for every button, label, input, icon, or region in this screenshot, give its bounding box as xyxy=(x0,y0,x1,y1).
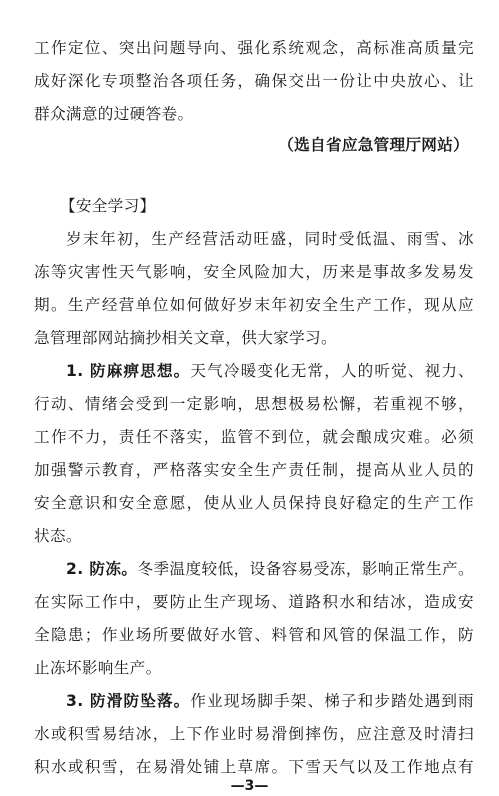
page-number: —3— xyxy=(230,778,269,794)
item1-line: 安全意识和安全意愿，使从业人员保持良好稳定的生产工作 xyxy=(34,494,474,512)
item1-line: 状态。 xyxy=(34,527,82,545)
item1-title: 1. 防麻痹思想。 xyxy=(66,362,191,380)
body-line: 成好深化专项整治各项任务，确保交出一份让中央放心、让 xyxy=(34,72,474,90)
intro-line: 期。生产经营单位如何做好岁末年初安全生产工作，现从应 xyxy=(34,296,474,314)
section-heading: 【安全学习】 xyxy=(60,197,156,215)
item1-first-line xyxy=(66,361,474,381)
intro-line: 岁末年初，生产经营活动旺盛，同时受低温、雨雪、冰 xyxy=(66,230,474,248)
item3-line: 水或积雪易结冰，上下作业时易滑倒摔伤，应注意及时清扫 xyxy=(34,725,474,743)
source-note: （选自省应急管理厅网站） xyxy=(278,136,469,154)
intro-line: 急管理部网站摘抄相关文章，供大家学习。 xyxy=(34,329,337,347)
item2-line: 止冻坏影响生产。 xyxy=(34,659,162,677)
item3-title: 3. 防滑防坠落。 xyxy=(66,692,191,710)
item2-text: 冬季温度较低，设备容易受冻，影响正常生产。 xyxy=(137,560,474,578)
item3-line: 积水或积雪，在易滑处铺上草席。下雪天气以及工作地点有 xyxy=(34,758,474,776)
item1-line: 行动、情绪会受到一定影响，思想极易松懈，若重视不够， xyxy=(34,395,474,413)
item2-line: 全隐患；作业场所要做好水管、料管和风管的保温工作，防 xyxy=(34,626,474,644)
item2-line: 在实际工作中，要防止生产现场、道路积水和结冰，造成安 xyxy=(34,593,474,611)
item2-title: 2. 防冻。 xyxy=(66,560,138,578)
item3-text: 作业现场脚手架、梯子和步踏处遇到雨 xyxy=(190,692,474,710)
item2-first-line xyxy=(66,559,474,579)
body-line: 群众满意的过硬答卷。 xyxy=(34,105,194,123)
item1-line: 工作不力，责任不落实，监管不到位，就会酿成灾难。必须 xyxy=(34,428,474,446)
item1-text: 天气冷暖变化无常，人的听觉、视力、 xyxy=(190,362,474,380)
body-line: 工作定位、突出问题导向、强化系统观念，高标准高质量完 xyxy=(34,39,474,57)
item3-first-line xyxy=(66,691,474,711)
item1-line: 加强警示教育，严格落实安全生产责任制，提高从业人员的 xyxy=(34,461,474,479)
intro-line: 冻等灾害性天气影响，安全风险加大，历来是事故多发易发 xyxy=(34,263,474,281)
